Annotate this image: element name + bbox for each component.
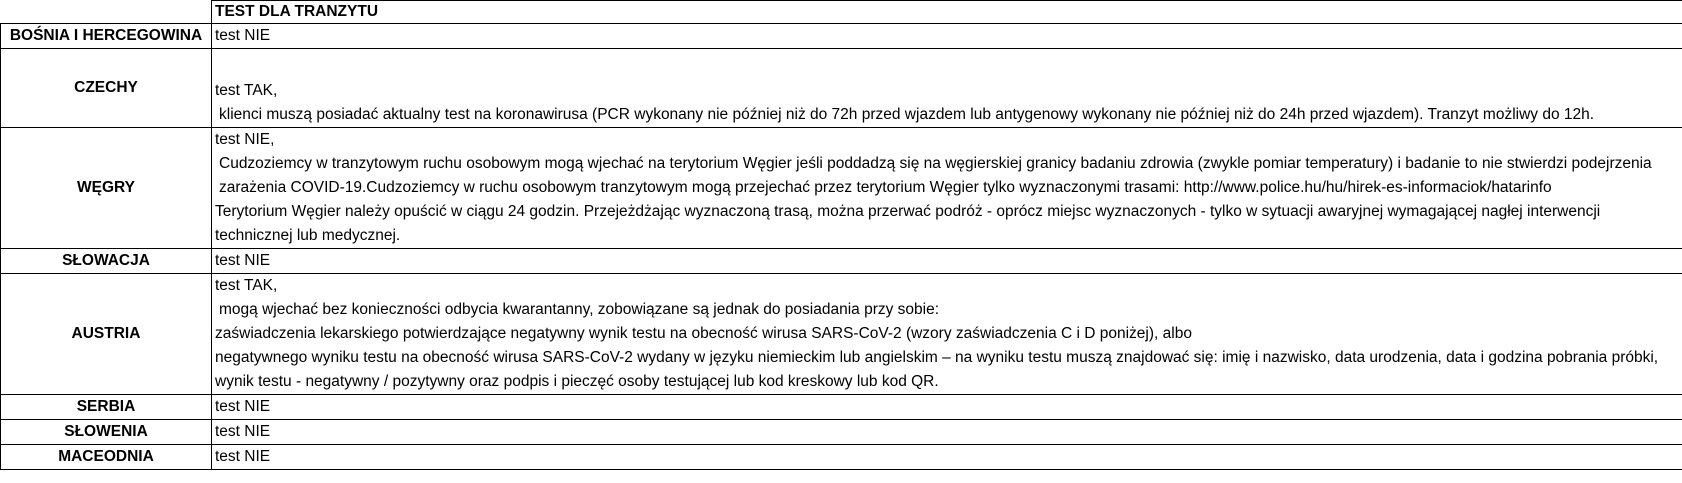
info-line: Terytorium Węgier należy opuścić w ciągu 24 godzin. Przejeżdżając wyznaczoną trasą, można przerwać podróż - oprócz miejsc wyznaczonych - tylko w sytuacji awaryjnej wymagającej nagłej interwencji technicznej lub medycznej. xyxy=(215,203,1601,244)
info-cell xyxy=(212,49,1682,128)
table-row xyxy=(1,249,1682,274)
info-line: test TAK, xyxy=(215,82,278,99)
info-cell xyxy=(212,420,1682,445)
table-row xyxy=(1,395,1682,420)
table-row xyxy=(1,420,1682,445)
info-line: negatywnego wyniku testu na obecność wirusa SARS-CoV-2 wydany w języku niemieckim lub angielskim – na wyniku testu muszą znajdować się: imię i nazwisko, data urodzenia, data i godzina pobrania próbki, wynik testu - negatywny / pozytywny oraz podpis i pieczęć osoby testującej lub kod kreskowy lub kod QR. xyxy=(215,349,1659,390)
info-line: test TAK, xyxy=(215,277,278,294)
info-line: test NIE xyxy=(215,448,271,465)
header-row xyxy=(1,1,1682,24)
info-line: klienci muszą posiadać aktualny test na koronawirusa (PCR wykonany nie później niż do 72h przed wjazdem lub antygenowy wykonany nie później niż do 24h przed wjazdem). Tranzyt możliwy do 12h. xyxy=(219,106,1595,123)
table-row xyxy=(1,445,1682,470)
info-cell xyxy=(212,249,1682,274)
country-cell: MACEODNIA xyxy=(1,445,212,470)
info-cell xyxy=(212,24,1682,49)
info-line: test NIE, xyxy=(215,131,275,148)
info-cell xyxy=(212,128,1682,249)
info-cell xyxy=(212,395,1682,420)
info-line: zaświadczenia lekarskiego potwierdzające negatywny wynik testu na obecność wirusa SARS-CoV-2 (wzory zaświadczenia C i D poniżej), albo xyxy=(215,325,1192,342)
country-cell: SERBIA xyxy=(1,395,212,420)
country-cell: SŁOWACJA xyxy=(1,249,212,274)
table-row xyxy=(1,24,1682,49)
header-empty-cell xyxy=(1,1,212,24)
table-row xyxy=(1,274,1682,395)
info-line: test NIE xyxy=(215,27,271,44)
country-cell: AUSTRIA xyxy=(1,274,212,395)
info-line: test NIE xyxy=(215,252,271,269)
info-line: Cudzoziemcy w tranzytowym ruchu osobowym mogą wjechać na terytorium Węgier jeśli poddadzą się na węgierskiej granicy badaniu zdrowia (zwykle pomiar temperatury) i badanie to nie stwierdzi podejrzenia zarażenia COVID-19.Cudzoziemcy w ruchu osobowym tranzytowym mogą przejechać przez terytorium Węgier tylko wyznaczonymi trasami: http://www.police.hu/hu/hirek-es-informaciok/hatarinfo xyxy=(219,155,1652,196)
country-cell: CZECHY xyxy=(1,49,212,128)
info-cell xyxy=(212,274,1682,395)
country-cell: BOŚNIA I HERCEGOWINA xyxy=(1,24,212,49)
country-cell: SŁOWENIA xyxy=(1,420,212,445)
column-header-transit-test: TEST DLA TRANZYTU xyxy=(212,1,1682,24)
info-cell xyxy=(212,445,1682,470)
info-line: test NIE xyxy=(215,423,271,440)
country-cell: WĘGRY xyxy=(1,128,212,249)
info-line: mogą wjechać bez konieczności odbycia kwarantanny, zobowiązane są jednak do posiadania przy sobie: xyxy=(219,301,940,318)
info-line: test NIE xyxy=(215,398,271,415)
table-row xyxy=(1,49,1682,128)
table-row xyxy=(1,128,1682,249)
